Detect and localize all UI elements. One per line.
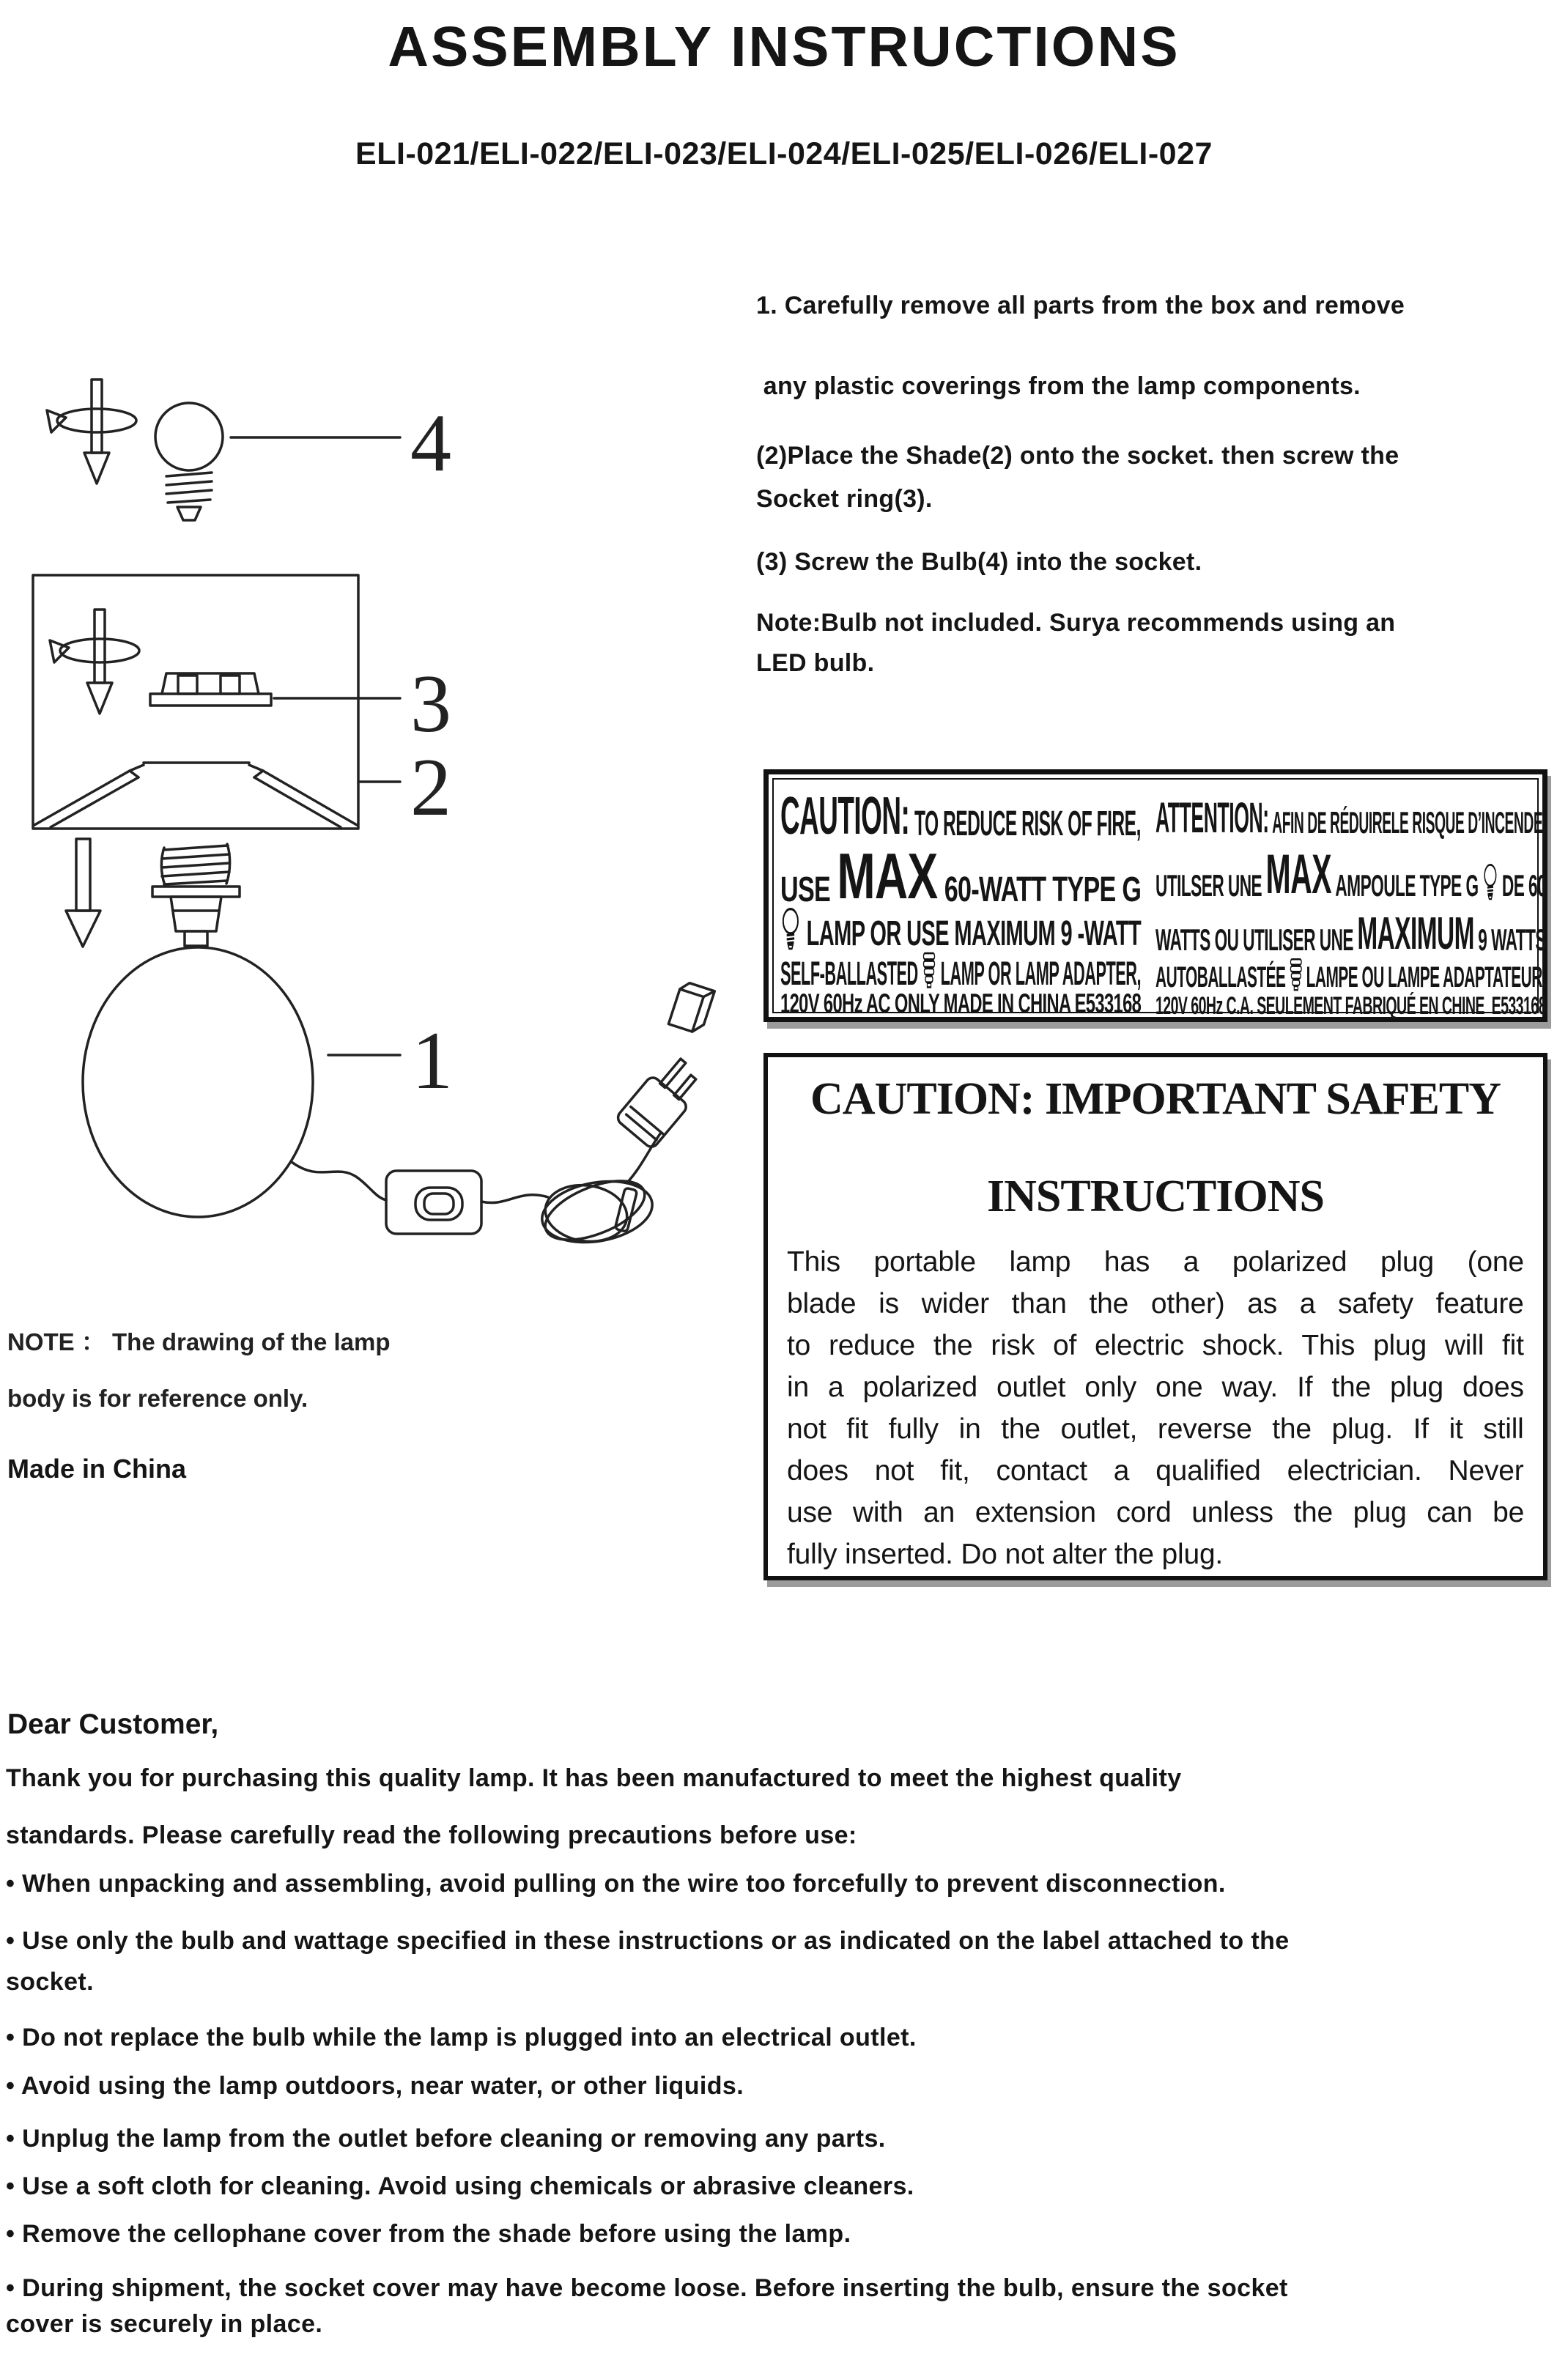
step-line: Socket ring(3).	[756, 485, 933, 513]
cord-coil-drawing	[537, 1169, 657, 1251]
salutation: Dear Customer,	[7, 1709, 219, 1740]
caution-text: 9 WATTS	[1478, 922, 1546, 958]
caution-ratings-text: 120V 60Hz C.A. SEULEMENT FABRIQUÉ EN CHINE E533168	[1155, 991, 1546, 1020]
caution-text: LAMPE OU LAMPE ADAPTATEUR.	[1306, 961, 1547, 994]
safety-text-line: in a polarized outlet only one way. If the plug does	[787, 1372, 1524, 1403]
part-number-3: 3	[410, 659, 451, 750]
safety-text-line: does not fit, contact a qualified electrician. Never	[787, 1455, 1524, 1487]
shade-box-drawing	[33, 575, 358, 829]
caution-text: 60-WATT TYPE G	[944, 870, 1142, 909]
cfl-bulb-icon	[1290, 958, 1303, 991]
safety-body-text	[787, 1246, 1524, 1580]
step-line: any plastic coverings from the lamp components.	[756, 372, 1361, 400]
precaution-bullet-continued: socket.	[6, 1968, 94, 1996]
model-numbers: ELI-021/ELI-022/ELI-023/ELI-024/ELI-025/ELI-026/ELI-027	[355, 136, 1213, 171]
caution-rating-label	[763, 769, 1547, 1022]
bulb-icon	[1482, 864, 1498, 900]
lamp-body-drawing	[83, 947, 313, 1217]
caution-word: CAUTION:	[780, 786, 910, 846]
part-number-4: 4	[410, 398, 451, 489]
important-safety-instructions-box	[763, 1053, 1547, 1580]
caution-text: USE	[780, 870, 831, 909]
caution-label-english	[780, 782, 1147, 1016]
rotate-screw-icon-bulb	[47, 380, 136, 484]
lamp-assembly-diagram	[0, 293, 762, 1319]
inline-switch-drawing	[386, 1171, 481, 1234]
maximum-word: MAXIMUM	[1357, 908, 1474, 959]
plug-drawing	[615, 1051, 709, 1150]
bulb-drawing	[155, 403, 223, 520]
part-number-1: 1	[412, 1015, 453, 1106]
caution-text: UTILSER UNE	[1155, 868, 1262, 903]
caution-text: SELF-BALLASTED	[780, 954, 918, 992]
precaution-bullet: • Avoid using the lamp outdoors, near water, or other liquids.	[6, 2072, 744, 2100]
customer-text-line: standards. Please carefully read the following precautions before use:	[6, 1821, 857, 1849]
part-number-2: 2	[410, 742, 451, 833]
caution-text: AMPOULE TYPE G	[1335, 868, 1479, 903]
bulb-icon	[780, 908, 801, 950]
caution-text: WATTS OU UTILISER UNE	[1155, 922, 1353, 958]
note-line: body is for reference only.	[7, 1385, 308, 1412]
safety-header-line1: CAUTION: IMPORTANT SAFETY	[810, 1074, 1501, 1124]
safety-text-line: This portable lamp has a polarized plug (one	[787, 1246, 1524, 1278]
step-line: 1. Carefully remove all parts from the box and remove	[756, 292, 1405, 319]
step-line: Note:Bulb not included. Surya recommends using an	[756, 609, 1396, 637]
max-word: MAX	[837, 840, 938, 913]
power-cord-drawing	[292, 1162, 386, 1200]
shade-profile-drawing	[34, 763, 357, 827]
precaution-bullet: • Do not replace the bulb while the lamp is plugged into an electrical outlet.	[6, 2024, 917, 2051]
down-arrow-icon	[66, 839, 100, 947]
step-line: (2)Place the Shade(2) onto the socket. then screw the	[756, 442, 1399, 470]
step-line: (3) Screw the Bulb(4) into the socket.	[756, 548, 1202, 576]
safety-text-line: not fit fully in the outlet, reverse the plug. If it still	[787, 1413, 1524, 1445]
caution-ratings-text: 120V 60Hz AC ONLY MADE IN CHINA E533168	[780, 988, 1142, 1018]
safety-header-line2: INSTRUCTIONS	[986, 1172, 1325, 1221]
step-line: LED bulb.	[756, 649, 875, 677]
precaution-bullet: • Use a soft cloth for cleaning. Avoid using chemicals or abrasive cleaners.	[6, 2172, 914, 2200]
precaution-bullet: • Remove the cellophane cover from the shade before using the lamp.	[6, 2220, 851, 2248]
caution-text: LAMP OR LAMP ADAPTER,	[940, 954, 1142, 992]
plug-cover-drawing	[668, 981, 714, 1035]
precaution-bullet: • Use only the bulb and wattage specified in these instructions or as indicated on the label attached to the	[6, 1927, 1290, 1955]
precaution-bullet: • When unpacking and assembling, avoid pulling on the wire too forcefully to prevent disconnection.	[6, 1870, 1226, 1898]
safety-text-line: blade is wider than the other) as a safety feature	[787, 1288, 1524, 1320]
caution-text: AUTOBALLASTÉE	[1155, 961, 1286, 994]
precaution-bullet: • During shipment, the socket cover may have become loose. Before inserting the bulb, ensure the socket	[6, 2274, 1288, 2302]
caution-text: AFIN DE RÉDUIRELE RISQUE D’INCENDE,	[1272, 805, 1547, 840]
safety-text-line: use with an extension cord unless the plug can be	[787, 1497, 1525, 1528]
rotate-screw-icon-ring	[50, 610, 139, 714]
note-line: NOTE ： The drawing of the lamp	[7, 1328, 391, 1355]
precaution-bullet: • Unplug the lamp from the outlet before cleaning or removing any parts.	[6, 2125, 886, 2153]
caution-label-french	[1155, 782, 1551, 1018]
caution-text: DE 60	[1501, 868, 1547, 903]
cfl-bulb-icon	[922, 952, 936, 988]
page-title: ASSEMBLY INSTRUCTIONS	[388, 15, 1180, 78]
caution-text: TO REDUCE RISK OF FIRE,	[914, 804, 1141, 843]
attention-word: ATTENTION:	[1155, 793, 1269, 842]
precaution-bullet-continued: cover is securely in place.	[6, 2310, 323, 2338]
max-word: MAX	[1265, 843, 1332, 906]
customer-text-line: Thank you for purchasing this quality lamp. It has been manufactured to meet the highest quality	[6, 1764, 1182, 1792]
power-cord-drawing-2	[481, 1195, 548, 1203]
socket-ring-drawing	[150, 673, 271, 706]
made-in-china-label: Made in China	[7, 1454, 187, 1484]
safety-text-line: to reduce the risk of electric shock. This plug will fit	[787, 1330, 1524, 1361]
safety-text-line: fully inserted. Do not alter the plug.	[787, 1539, 1224, 1570]
socket-thread-drawing	[152, 844, 240, 946]
caution-text: LAMP OR USE MAXIMUM 9 -WATT	[806, 914, 1142, 953]
